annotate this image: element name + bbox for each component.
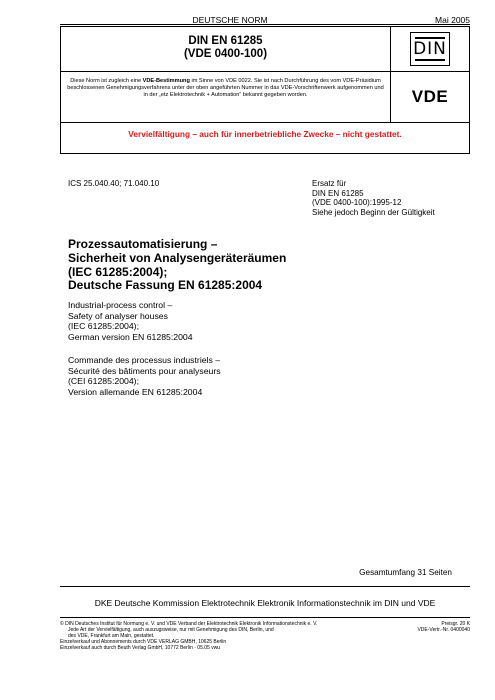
replacement-line: (VDE 0400-100):1995-12 [312,198,402,207]
notice-text-after: im Sinne von VDE 0022. Sie ist nach Durchführung des vom VDE-Präsidium beschlossenen Genehmigungsverfahrens unter der oben angeführten Nummer in das VDE-Vorschriftenwerk aufgenommen und in der „etz Elektrotechnik + Automation“ bekannt gegeben worden. [67,78,384,98]
din-logo-icon [410,32,450,66]
sales-line: Einzelverkauf und Abonnements durch VDE VERLAG GMBH, 10625 Berlin [60,639,227,645]
copyright-line: © DIN Deutsches Institut für Normung e. V. und VDE Verband der Elektrotechnik Elektronik Informationstechnik e. V. [60,621,318,627]
french-title [68,355,221,397]
title-line: Version allemande EN 61285:2004 [68,386,203,397]
title-line: Deutsche Fassung EN 61285:2004 [68,278,263,293]
price-block [417,621,470,633]
replacement-line: Siehe jedoch Beginn der Gültigkeit [312,207,435,217]
title-line: Sicherheit von Analysengeräteräumen [68,250,287,265]
title-frame [60,26,470,154]
vde-logo-icon: VDE [411,87,449,106]
copyright-block [60,621,395,651]
standard-number: DIN EN 61285 [188,35,263,47]
notice-bold: VDE-Bestimmung [142,78,190,84]
title-line: Safety of analyser houses [68,310,168,321]
sales-line: Einzelverkauf auch durch Beuth Verlag GmbH, 10772 Berlin · 05.05 vwu [60,645,221,651]
standard-number-box [61,27,391,72]
vde-number: (VDE 0400-100) [183,48,268,60]
page-count: Gesamtumfang 31 Seiten [359,568,452,577]
replacement-line: DIN EN 61285 [312,188,364,198]
footer-divider-bottom [60,617,470,618]
title-line: (CEI 61285:2004); [68,376,139,386]
ics-classification: ICS 25.040.40; 71.040.10 [68,179,160,188]
din-logo-text: DIN [413,39,447,59]
german-title [68,238,286,293]
title-line: Sécurité des bâtiments pour analyseurs [68,365,221,376]
title-line: (IEC 61285:2004); [68,264,168,279]
din-logo-box [391,27,469,72]
order-number: VDE-Vertr.-Nr. 0400040 [417,627,470,634]
replacement-line: Ersatz für [312,179,347,188]
vde-notice [61,72,391,123]
standard-type: DEUTSCHE NORM [192,15,268,25]
header-divider [60,24,470,25]
vde-logo-box [391,72,469,123]
price-group: Preisgr. 20 K [441,621,470,627]
title-line: Prozessautomatisierung – [68,237,218,251]
reproduction-warning: Vervielfältigung – auch für innerbetriebliche Zwecke – nicht gestattet. [128,129,402,139]
copyright-line: des VDE, Frankfurt am Main, gestattet. [68,633,155,639]
footer-divider [60,586,470,587]
publication-date: Mai 2005 [435,15,470,25]
title-line: Industrial-process control – [68,300,173,310]
notice-text-before: Diese Norm ist zugleich eine [70,78,143,84]
title-line: Commande des processus industriels – [68,355,221,365]
copyright-line: Jede Art der Vervielfältigung, auch auszugsweise, nur mit Genehmigung des DIN, Berlin, und [68,627,274,633]
title-line: (IEC 61285:2004); [68,321,139,331]
title-line: German version EN 61285:2004 [68,331,193,342]
english-title [68,300,193,342]
replacement-info [312,179,435,217]
dke-commission: DKE Deutsche Kommission Elektrotechnik Elektronik Informationstechnik im DIN und VDE [94,598,436,608]
top-header [60,12,470,24]
